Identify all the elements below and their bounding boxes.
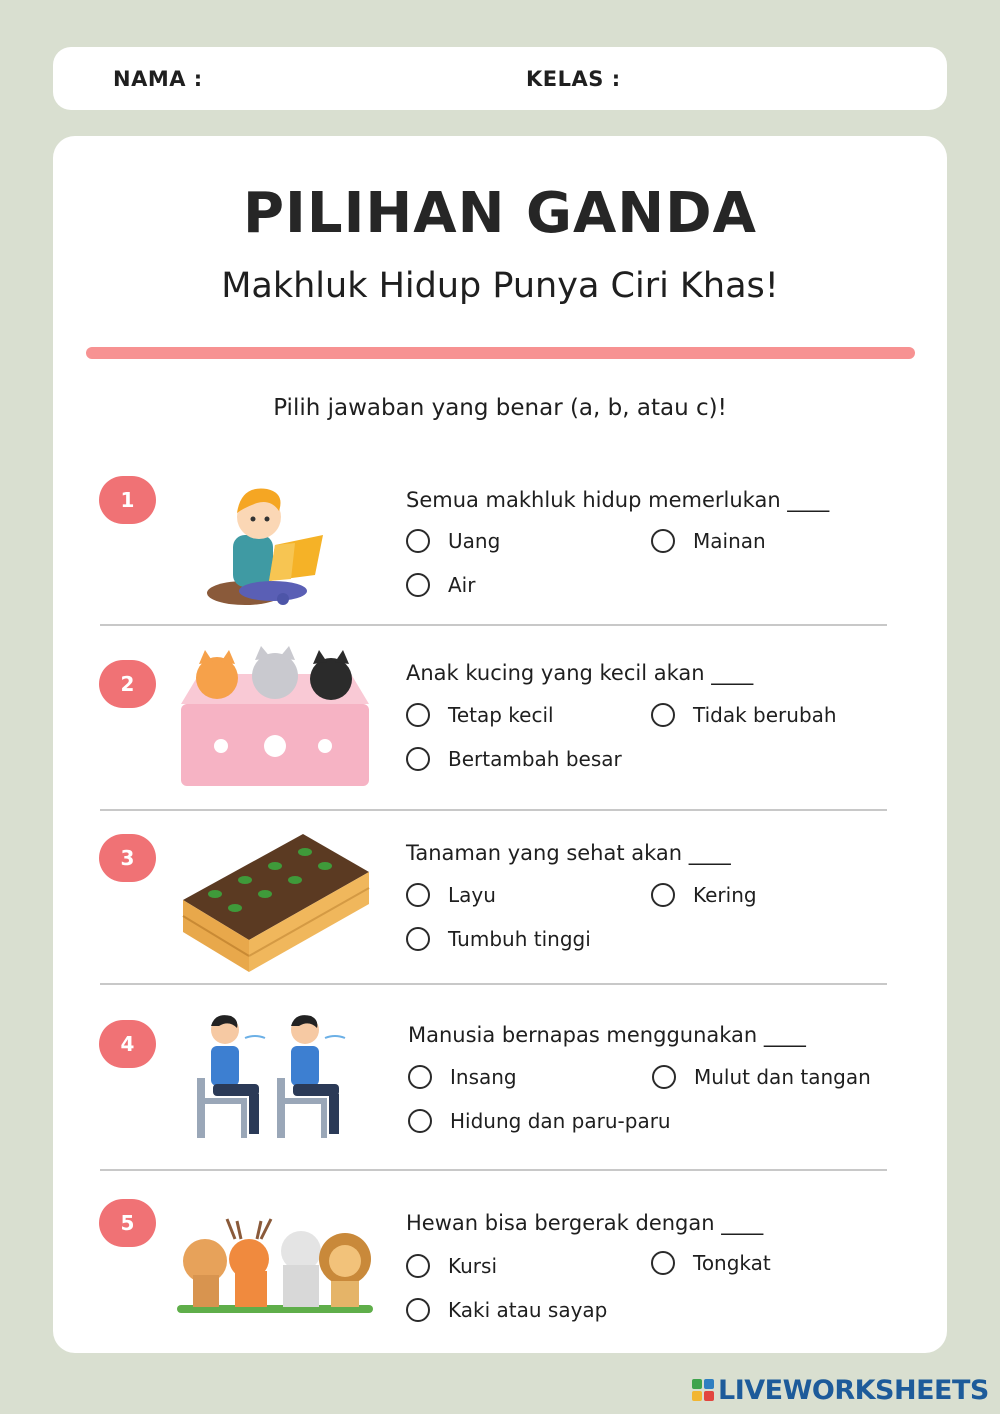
option-c[interactable] xyxy=(406,747,622,771)
option-b[interactable] xyxy=(651,883,757,907)
option-a[interactable] xyxy=(406,883,496,907)
radio-button[interactable] xyxy=(651,883,675,907)
question-number: 3 xyxy=(99,834,156,882)
header-card xyxy=(53,47,947,110)
question-text: Anak kucing yang kecil akan ____ xyxy=(406,661,754,685)
worksheet-title: PILIHAN GANDA xyxy=(243,181,757,246)
option-label: Tumbuh tinggi xyxy=(448,927,591,951)
question-number: 1 xyxy=(99,476,156,524)
option-b[interactable] xyxy=(652,1065,871,1089)
option-b[interactable] xyxy=(651,703,837,727)
radio-button[interactable] xyxy=(406,747,430,771)
option-label: Insang xyxy=(450,1065,517,1089)
option-c[interactable] xyxy=(408,1109,671,1133)
radio-button[interactable] xyxy=(406,529,430,553)
option-c[interactable] xyxy=(406,573,475,597)
seedlings-planter-illustration xyxy=(175,828,375,973)
option-a[interactable] xyxy=(406,529,500,553)
radio-button[interactable] xyxy=(406,703,430,727)
class-label: KELAS : xyxy=(526,67,621,91)
question-number: 2 xyxy=(99,660,156,708)
radio-button[interactable] xyxy=(406,573,430,597)
option-c[interactable] xyxy=(406,927,591,951)
kittens-in-box-illustration xyxy=(175,646,375,791)
option-label: Air xyxy=(448,573,476,597)
liveworksheets-logo-icon xyxy=(692,1379,714,1401)
option-label: Mainan xyxy=(693,529,766,553)
option-label: Tetap kecil xyxy=(448,703,554,727)
question-separator xyxy=(100,983,887,985)
instruction-text: Pilih jawaban yang benar (a, b, atau c)! xyxy=(273,395,727,421)
option-label: Kaki atau sayap xyxy=(448,1298,608,1322)
radio-button[interactable] xyxy=(406,1254,430,1278)
people-breathing-illustration xyxy=(175,1008,375,1153)
question-text: Hewan bisa bergerak dengan ____ xyxy=(406,1211,764,1235)
worksheet-subtitle: Makhluk Hidup Punya Ciri Khas! xyxy=(221,266,779,306)
option-label: Tidak berubah xyxy=(693,703,837,727)
option-label: Hidung dan paru-paru xyxy=(450,1109,671,1133)
option-a[interactable] xyxy=(406,1254,497,1278)
option-b[interactable] xyxy=(651,1251,771,1275)
radio-button[interactable] xyxy=(406,927,430,951)
radio-button[interactable] xyxy=(408,1065,432,1089)
option-label: Bertambah besar xyxy=(448,747,622,771)
option-label: Kering xyxy=(693,883,757,907)
option-label: Uang xyxy=(448,529,501,553)
option-c[interactable] xyxy=(406,1298,607,1322)
radio-button[interactable] xyxy=(652,1065,676,1089)
option-label: Layu xyxy=(448,883,496,907)
worksheet-card xyxy=(53,136,947,1353)
question-separator xyxy=(100,809,887,811)
liveworksheets-logo[interactable] xyxy=(692,1373,989,1407)
radio-button[interactable] xyxy=(651,529,675,553)
radio-button[interactable] xyxy=(406,1298,430,1322)
question-separator xyxy=(100,1169,887,1171)
question-text: Manusia bernapas menggunakan ____ xyxy=(408,1023,806,1047)
question-text: Semua makhluk hidup memerlukan ____ xyxy=(406,488,830,512)
option-a[interactable] xyxy=(406,703,554,727)
option-label: Kursi xyxy=(448,1254,497,1278)
question-number: 4 xyxy=(99,1020,156,1068)
radio-button[interactable] xyxy=(408,1109,432,1133)
option-label: Mulut dan tangan xyxy=(694,1065,871,1089)
radio-button[interactable] xyxy=(406,883,430,907)
title-divider xyxy=(86,347,915,359)
question-text: Tanaman yang sehat akan ____ xyxy=(406,841,731,865)
question-separator xyxy=(100,624,887,626)
boy-reading-illustration xyxy=(175,473,375,618)
brand-name: LIVEWORKSHEETS xyxy=(718,1374,989,1406)
animal-group-illustration xyxy=(175,1211,375,1315)
name-label: NAMA : xyxy=(113,67,203,91)
option-b[interactable] xyxy=(651,529,766,553)
question-number: 5 xyxy=(99,1199,156,1247)
radio-button[interactable] xyxy=(651,1251,675,1275)
option-label: Tongkat xyxy=(693,1251,771,1275)
radio-button[interactable] xyxy=(651,703,675,727)
option-a[interactable] xyxy=(408,1065,517,1089)
